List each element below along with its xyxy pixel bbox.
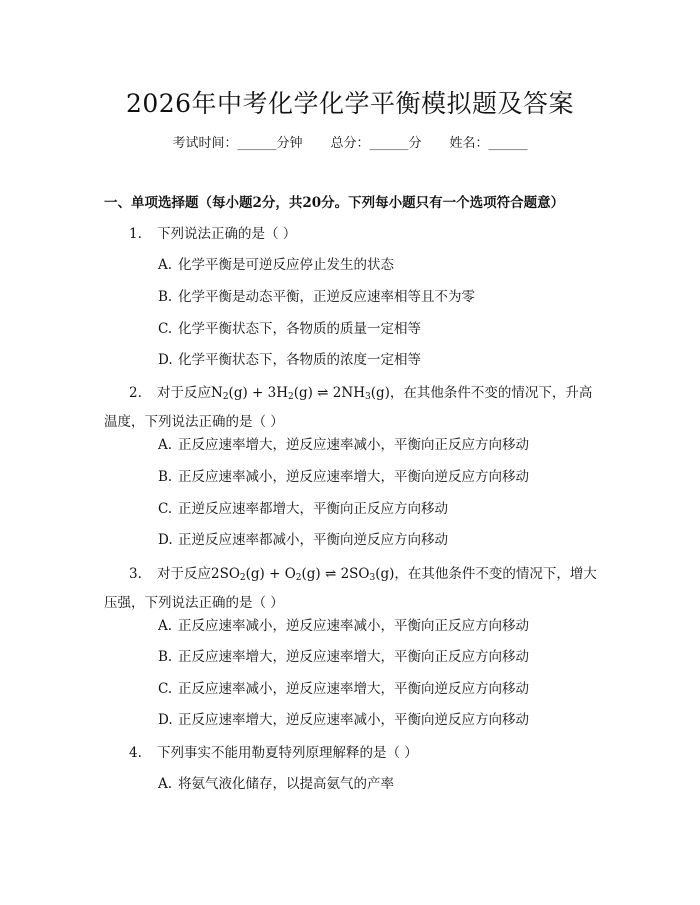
- question-2-option-b: [158, 467, 529, 487]
- question-text-part: (g) + 3H: [228, 385, 288, 401]
- question-number: 1.: [129, 226, 142, 242]
- question-text-part: (g)，在其他条件不变的情况下，升高温度，下列说法正确的是（ ）: [104, 385, 593, 430]
- question-1-option-c: [158, 319, 421, 339]
- question-3-option-c: [158, 679, 529, 699]
- option-text: 化学平衡状态下，各物质的浓度一定相等: [178, 352, 421, 368]
- question-2-option-c: [158, 499, 448, 519]
- option-text: 正反应速率减小，逆反应速率增大，平衡向逆反应方向移动: [178, 681, 529, 697]
- subscript: 3: [364, 392, 371, 402]
- option-letter: D.: [158, 352, 173, 368]
- option-text: 正逆反应速率都增大，平衡向正反应方向移动: [178, 501, 448, 517]
- student-name-field: 姓名：______: [449, 136, 528, 151]
- question-text-part: (g) ⇌ 2NH: [293, 385, 365, 401]
- option-letter: B.: [158, 649, 173, 665]
- question-3-option-a: [158, 616, 529, 636]
- question-3-option-d: [158, 710, 529, 730]
- option-text: 化学平衡状态下，各物质的质量一定相等: [178, 321, 421, 337]
- option-text: 正反应速率减小，逆反应速率减小，平衡向正反应方向移动: [178, 618, 529, 634]
- question-3: [104, 562, 604, 616]
- question-number: 3.: [129, 566, 142, 582]
- question-3-option-b: [158, 647, 529, 667]
- subscript: 2: [287, 392, 294, 402]
- question-text-part: (g)，在其他条件不变的情况下，增大压强，下列说法正确的是（ ）: [104, 566, 597, 611]
- question-text-part: 对于反应N: [157, 385, 223, 401]
- question-1-option-a: [158, 255, 394, 275]
- question-text-part: 对于反应2SO: [157, 566, 240, 582]
- exam-meta: [0, 132, 700, 151]
- exam-time-field: 考试时间：______分钟: [172, 136, 303, 151]
- option-text: 正反应速率增大，逆反应速率减小，平衡向正反应方向移动: [178, 437, 529, 453]
- option-text: 将氨气液化储存，以提高氨气的产率: [178, 776, 394, 792]
- question-text: 下列说法正确的是（ ）: [157, 226, 297, 242]
- question-2-option-d: [158, 530, 448, 550]
- question-number: 2.: [129, 385, 142, 401]
- option-text: 正反应速率增大，逆反应速率增大，平衡向正反应方向移动: [178, 649, 529, 665]
- question-2-option-a: [158, 435, 529, 455]
- option-letter: C.: [158, 501, 173, 517]
- page-title: 2026年中考化学化学平衡模拟题及答案: [125, 89, 575, 118]
- question-text: 下列事实不能用勒夏特列原理解释的是（ ）: [157, 745, 418, 761]
- option-letter: A.: [158, 776, 173, 792]
- total-score-field: 总分：______分: [330, 136, 422, 151]
- question-2: [104, 381, 604, 435]
- question-1-option-d: [158, 350, 421, 370]
- question-1: [104, 222, 604, 247]
- question-number: 4.: [129, 745, 142, 761]
- option-letter: C.: [158, 681, 173, 697]
- section-heading: 一、单项选择题（每小题2分，共20分。下列每小题只有一个选项符合题意）: [104, 195, 565, 211]
- option-letter: C.: [158, 321, 173, 337]
- option-text: 正反应速率减小，逆反应速率增大，平衡向逆反应方向移动: [178, 469, 529, 485]
- question-1-option-b: [158, 287, 475, 307]
- question-text-part: (g) ⇌ 2SO: [301, 566, 370, 582]
- option-letter: D.: [158, 712, 173, 728]
- option-letter: D.: [158, 532, 173, 548]
- option-text: 正逆反应速率都减小，平衡向逆反应方向移动: [178, 532, 448, 548]
- question-text-part: (g) + O: [245, 566, 296, 582]
- subscript: 2: [295, 573, 302, 583]
- option-text: 正反应速率增大，逆反应速率减小，平衡向逆反应方向移动: [178, 712, 529, 728]
- option-letter: A.: [158, 618, 173, 634]
- option-letter: B.: [158, 289, 173, 305]
- option-letter: A.: [158, 437, 173, 453]
- option-letter: B.: [158, 469, 173, 485]
- option-text: 化学平衡是动态平衡，正逆反应速率相等且不为零: [178, 289, 475, 305]
- question-4: [104, 741, 604, 766]
- option-letter: A.: [158, 257, 173, 273]
- question-4-option-a: [158, 774, 394, 794]
- subscript: 3: [369, 573, 376, 583]
- option-text: 化学平衡是可逆反应停止发生的状态: [178, 257, 394, 273]
- subscript: 2: [239, 573, 246, 583]
- subscript: 2: [222, 392, 229, 402]
